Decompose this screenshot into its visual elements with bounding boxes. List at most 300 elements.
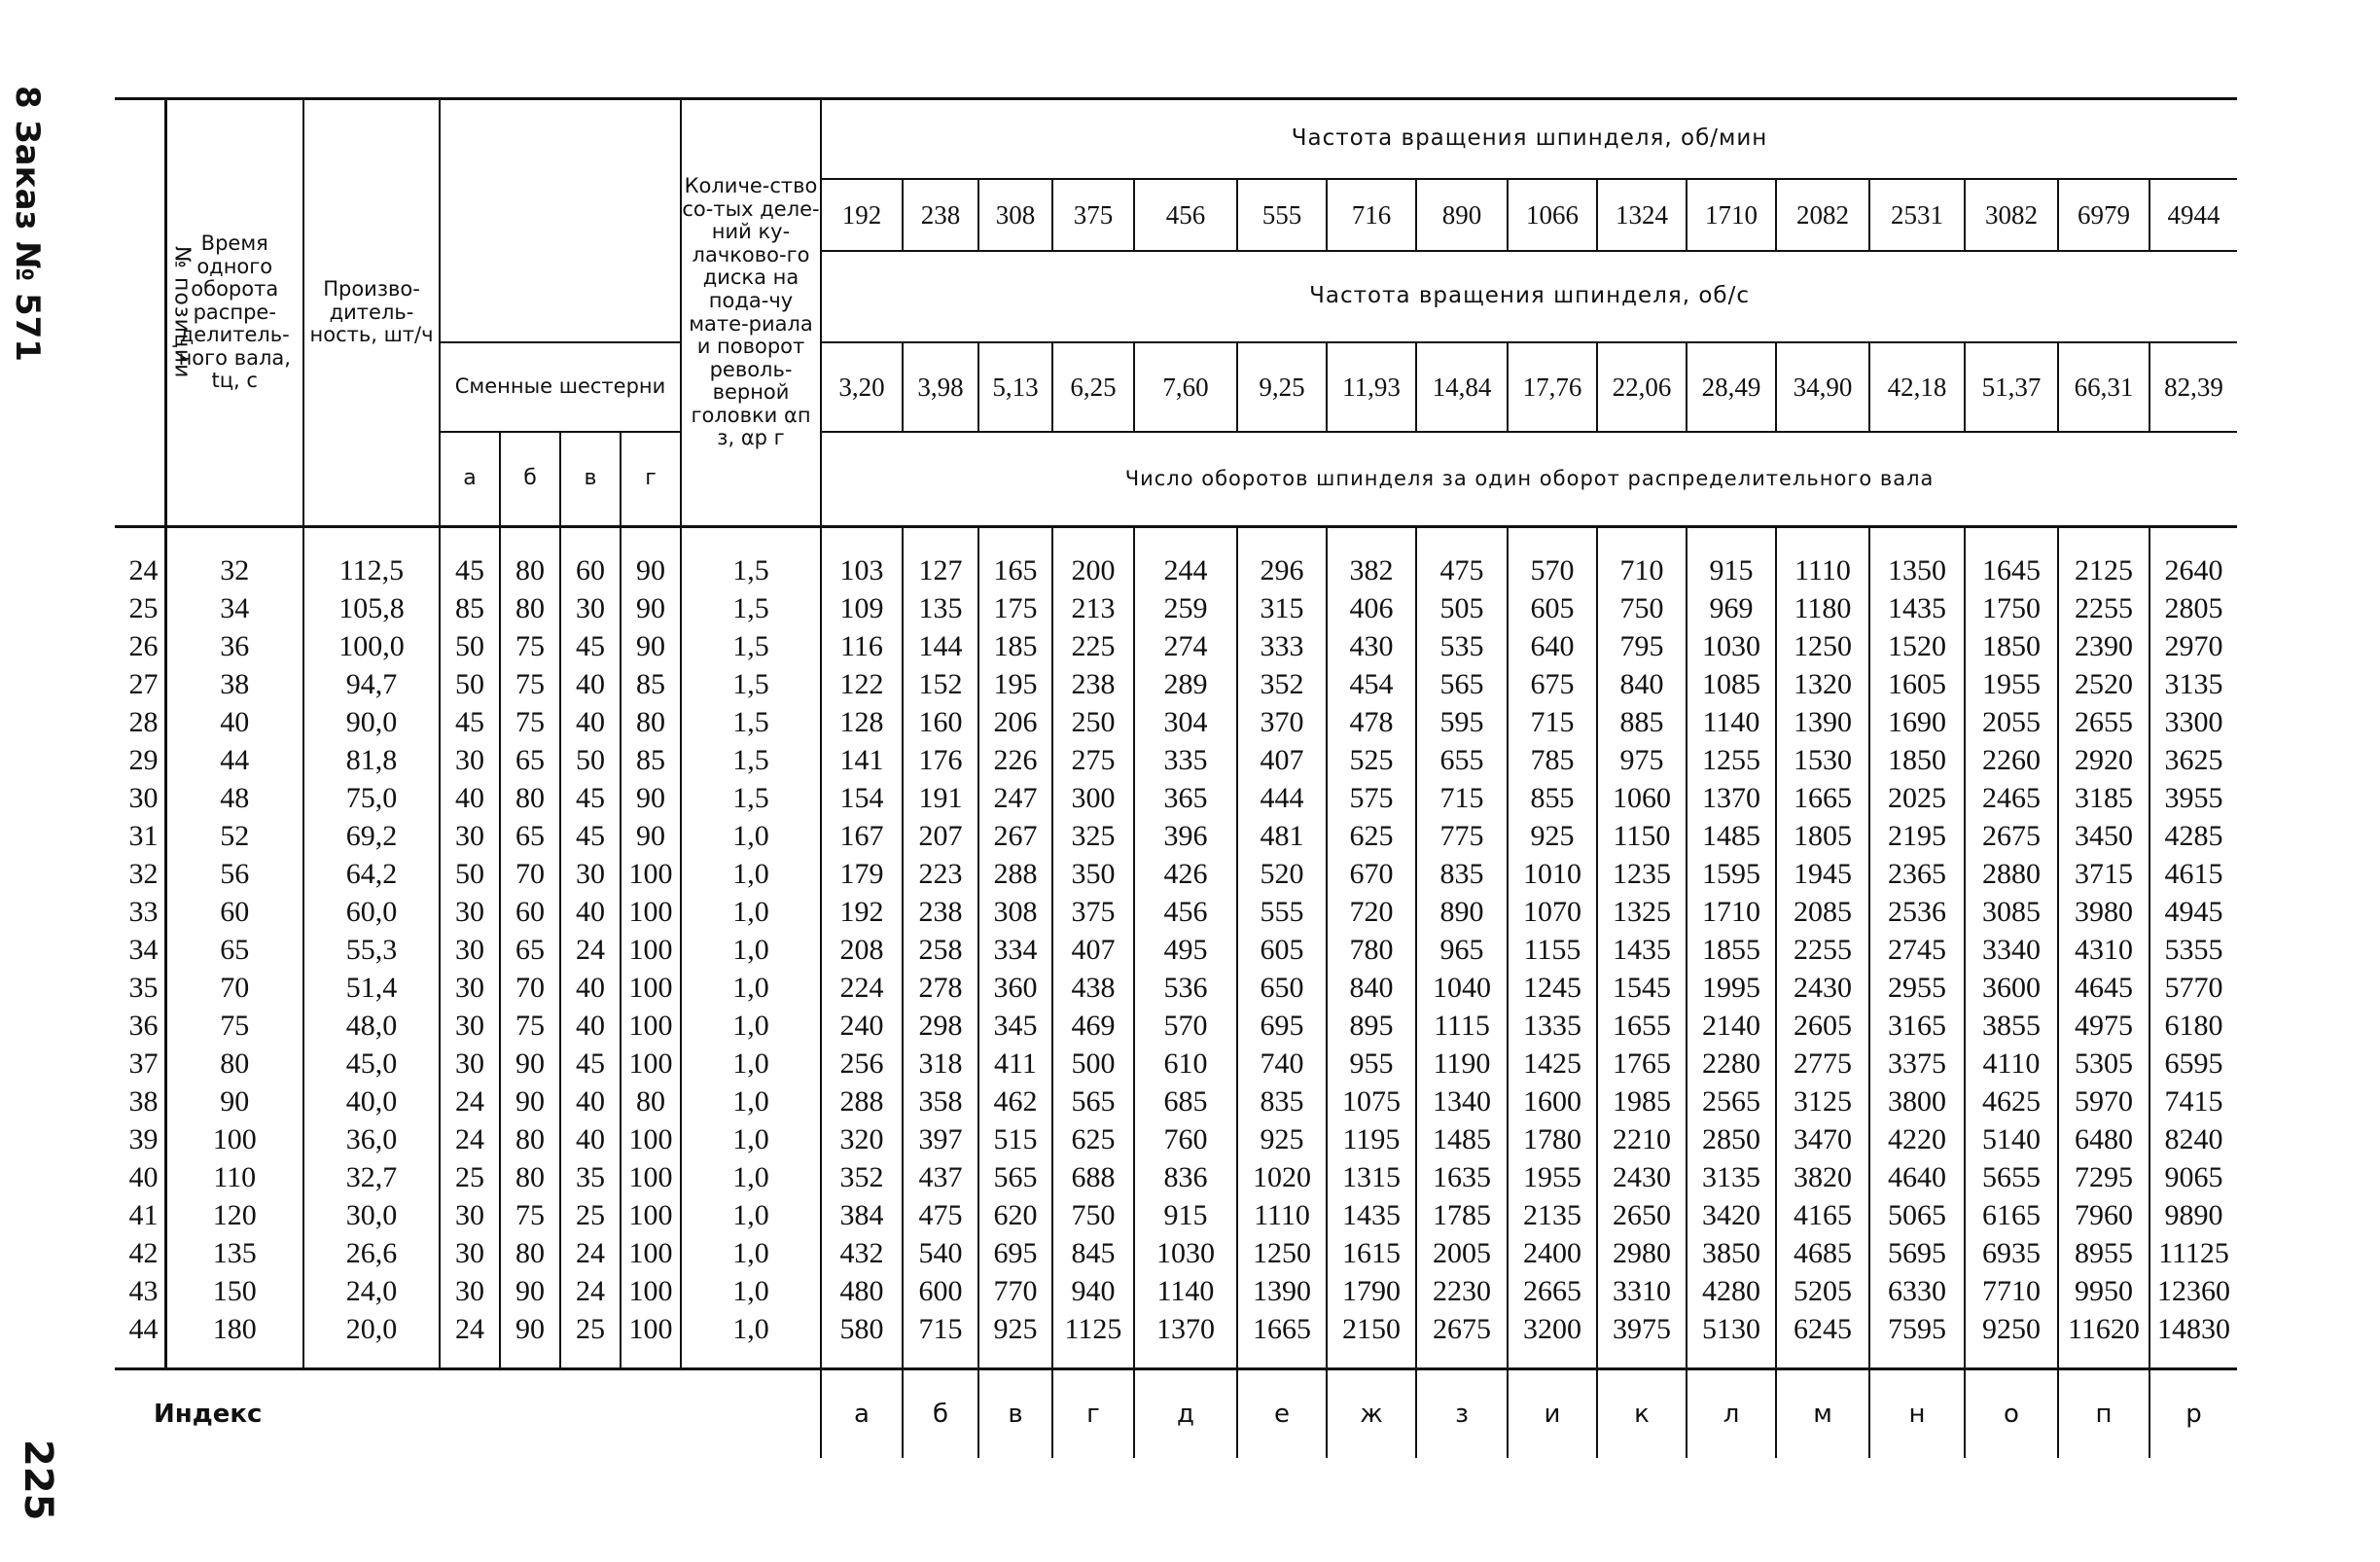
productivity-cell: 30,0 <box>303 1196 440 1234</box>
position-cell: 24 <box>115 527 165 590</box>
revs-cell: 206 <box>978 703 1052 741</box>
freq-rps-cell: 34,90 <box>1776 342 1869 432</box>
gear-cell: 80 <box>500 527 560 590</box>
gear-cell: 100 <box>621 1234 681 1272</box>
revs-cell: 3955 <box>2149 779 2237 817</box>
revs-cell: 1030 <box>1134 1234 1237 1272</box>
revs-cell: 2255 <box>2058 589 2149 627</box>
revs-cell: 1520 <box>1869 627 1965 665</box>
cycle-time-header: Время одного оборота распре-делитель-ного вала, tц, с <box>165 99 303 527</box>
cycle-time-cell: 110 <box>165 1158 303 1196</box>
revs-cell: 1665 <box>1237 1310 1327 1369</box>
freq-rps-cell: 6,25 <box>1052 342 1134 432</box>
revs-cell: 4645 <box>2058 969 2149 1007</box>
productivity-cell: 26,6 <box>303 1234 440 1272</box>
cycle-time-cell: 180 <box>165 1310 303 1369</box>
position-header: № позиции <box>115 99 165 527</box>
revs-cell: 288 <box>978 855 1052 893</box>
revs-cell: 3625 <box>2149 741 2237 779</box>
revs-cell: 1765 <box>1597 1045 1687 1083</box>
freq-rpm-cell: 1324 <box>1597 179 1687 251</box>
gear-cell: 70 <box>500 969 560 1007</box>
revs-cell: 225 <box>1052 627 1134 665</box>
gear-cell: 40 <box>560 1007 621 1045</box>
revs-cell: 2195 <box>1869 817 1965 855</box>
position-cell: 35 <box>115 969 165 1007</box>
gear-cell: 45 <box>560 817 621 855</box>
revs-cell: 9950 <box>2058 1272 2149 1310</box>
revs-cell: 397 <box>903 1120 978 1158</box>
gear-cell: 90 <box>621 627 681 665</box>
productivity-cell: 112,5 <box>303 527 440 590</box>
revs-cell: 1155 <box>1508 931 1597 969</box>
gear-cell: 45 <box>440 527 500 590</box>
freq-rpm-title: Частота вращения шпинделя, об/мин <box>821 99 2237 180</box>
revs-cell: 426 <box>1134 855 1237 893</box>
table-row <box>115 855 2237 893</box>
revs-cell: 1645 <box>1965 527 2058 590</box>
productivity-cell: 51,4 <box>303 969 440 1007</box>
table-row <box>115 1310 2237 1369</box>
revs-cell: 3125 <box>1776 1083 1869 1120</box>
gear-cell: 30 <box>440 1045 500 1083</box>
gear-cell: 65 <box>500 931 560 969</box>
page-number: 225 <box>16 1439 60 1521</box>
revs-cell: 565 <box>978 1158 1052 1196</box>
revs-cell: 715 <box>903 1310 978 1369</box>
revs-cell: 1805 <box>1776 817 1869 855</box>
revs-cell: 625 <box>1052 1120 1134 1158</box>
revs-cell: 478 <box>1327 703 1416 741</box>
position-cell: 34 <box>115 931 165 969</box>
divisions-cell: 1,0 <box>681 817 821 855</box>
revs-cell: 895 <box>1327 1007 1416 1045</box>
revs-cell: 1955 <box>1508 1158 1597 1196</box>
revs-cell: 610 <box>1134 1045 1237 1083</box>
revs-cell: 8955 <box>2058 1234 2149 1272</box>
revs-cell: 6480 <box>2058 1120 2149 1158</box>
revs-cell: 1615 <box>1327 1234 1416 1272</box>
revs-cell: 2745 <box>1869 931 1965 969</box>
gear-cell: 85 <box>621 665 681 703</box>
revs-cell: 3470 <box>1776 1120 1869 1158</box>
revs-cell: 3135 <box>1687 1158 1776 1196</box>
revs-cell: 1435 <box>1327 1196 1416 1234</box>
revs-cell: 1605 <box>1869 665 1965 703</box>
position-cell: 40 <box>115 1158 165 1196</box>
revs-cell: 296 <box>1237 527 1327 590</box>
gear-cell: 100 <box>621 969 681 1007</box>
position-cell: 25 <box>115 589 165 627</box>
revs-cell: 1655 <box>1597 1007 1687 1045</box>
revs-cell: 1335 <box>1508 1007 1597 1045</box>
revs-cell: 575 <box>1327 779 1416 817</box>
revs-cell: 192 <box>821 893 903 931</box>
revs-cell: 226 <box>978 741 1052 779</box>
revs-cell: 1245 <box>1508 969 1597 1007</box>
freq-rps-cell: 66,31 <box>2058 342 2149 432</box>
revs-cell: 2655 <box>2058 703 2149 741</box>
revs-cell: 1945 <box>1776 855 1869 893</box>
productivity-cell: 55,3 <box>303 931 440 969</box>
table-body <box>115 527 2237 1369</box>
table-row <box>115 817 2237 855</box>
revs-cell: 1595 <box>1687 855 1776 893</box>
revs-cell: 247 <box>978 779 1052 817</box>
revs-cell: 1250 <box>1237 1234 1327 1272</box>
revs-cell: 406 <box>1327 589 1416 627</box>
gear-cell: 100 <box>621 1158 681 1196</box>
revs-cell: 3185 <box>2058 779 2149 817</box>
revs-cell: 208 <box>821 931 903 969</box>
revs-cell: 3085 <box>1965 893 2058 931</box>
revs-cell: 6330 <box>1869 1272 1965 1310</box>
revs-cell: 580 <box>821 1310 903 1369</box>
revs-cell: 3420 <box>1687 1196 1776 1234</box>
gear-cell: 50 <box>440 665 500 703</box>
table-row <box>115 931 2237 969</box>
revs-cell: 4615 <box>2149 855 2237 893</box>
gear-cell: 100 <box>621 1007 681 1045</box>
gear-letter-header: а <box>440 432 500 527</box>
revs-cell: 475 <box>1416 527 1508 590</box>
revs-cell: 2210 <box>1597 1120 1687 1158</box>
revs-cell: 1850 <box>1965 627 2058 665</box>
productivity-cell: 24,0 <box>303 1272 440 1310</box>
revs-cell: 1850 <box>1869 741 1965 779</box>
gear-cell: 80 <box>621 703 681 741</box>
revs-cell: 570 <box>1134 1007 1237 1045</box>
cycle-time-cell: 60 <box>165 893 303 931</box>
gear-cell: 24 <box>560 1234 621 1272</box>
revs-cell: 5770 <box>2149 969 2237 1007</box>
gear-cell: 90 <box>500 1083 560 1120</box>
revs-cell: 432 <box>821 1234 903 1272</box>
revs-cell: 200 <box>1052 527 1134 590</box>
freq-rpm-cell: 308 <box>978 179 1052 251</box>
revs-cell: 5065 <box>1869 1196 1965 1234</box>
revs-cell: 1125 <box>1052 1310 1134 1369</box>
revs-cell: 1425 <box>1508 1045 1597 1083</box>
revs-cell: 244 <box>1134 527 1237 590</box>
revs-cell: 495 <box>1134 931 1237 969</box>
revs-cell: 1180 <box>1776 589 1869 627</box>
revs-cell: 1600 <box>1508 1083 1597 1120</box>
revs-cell: 475 <box>903 1196 978 1234</box>
revs-cell: 685 <box>1134 1083 1237 1120</box>
revs-cell: 1115 <box>1416 1007 1508 1045</box>
revs-cell: 795 <box>1597 627 1687 665</box>
divisions-cell: 1,0 <box>681 1083 821 1120</box>
productivity-header: Произво-дитель-ность, шт/ч <box>303 99 440 527</box>
revs-cell: 9250 <box>1965 1310 2058 1369</box>
revs-cell: 1485 <box>1687 817 1776 855</box>
revs-cell: 3165 <box>1869 1007 1965 1045</box>
revs-cell: 1545 <box>1597 969 1687 1007</box>
freq-rpm-cell: 2531 <box>1869 179 1965 251</box>
revs-cell: 1995 <box>1687 969 1776 1007</box>
freq-rps-cell: 51,37 <box>1965 342 2058 432</box>
position-cell: 41 <box>115 1196 165 1234</box>
revs-cell: 1085 <box>1687 665 1776 703</box>
revs-cell: 469 <box>1052 1007 1134 1045</box>
cycle-time-cell: 48 <box>165 779 303 817</box>
revs-cell: 2135 <box>1508 1196 1597 1234</box>
revs-cell: 360 <box>978 969 1052 1007</box>
revs-cell: 836 <box>1134 1158 1237 1196</box>
revs-cell: 525 <box>1327 741 1416 779</box>
revs-cell: 480 <box>821 1272 903 1310</box>
revs-cell: 195 <box>978 665 1052 703</box>
revs-cell: 3980 <box>2058 893 2149 931</box>
revs-cell: 352 <box>821 1158 903 1196</box>
index-letter: в <box>978 1369 1052 1459</box>
revs-cell: 695 <box>978 1234 1052 1272</box>
revs-cell: 5655 <box>1965 1158 2058 1196</box>
productivity-cell: 69,2 <box>303 817 440 855</box>
margin-note: 8 Заказ № 571 <box>8 86 47 362</box>
revs-cell: 1350 <box>1869 527 1965 590</box>
revs-cell: 536 <box>1134 969 1237 1007</box>
revs-cell: 640 <box>1508 627 1597 665</box>
revs-cell: 6165 <box>1965 1196 2058 1234</box>
revs-cell: 1665 <box>1776 779 1869 817</box>
gear-cell: 30 <box>440 741 500 779</box>
index-label: Индекс <box>115 1369 821 1459</box>
gear-cell: 75 <box>500 665 560 703</box>
cycle-time-cell: 70 <box>165 969 303 1007</box>
gear-cell: 24 <box>560 931 621 969</box>
gear-cell: 24 <box>560 1272 621 1310</box>
productivity-cell: 90,0 <box>303 703 440 741</box>
revs-cell: 275 <box>1052 741 1134 779</box>
revs-cell: 462 <box>978 1083 1052 1120</box>
revs-cell: 256 <box>821 1045 903 1083</box>
revs-cell: 2140 <box>1687 1007 1776 1045</box>
index-letter: р <box>2149 1369 2237 1459</box>
revs-cell: 4640 <box>1869 1158 1965 1196</box>
revs-cell: 2465 <box>1965 779 2058 817</box>
revs-cell: 7960 <box>2058 1196 2149 1234</box>
revs-cell: 885 <box>1597 703 1687 741</box>
revs-cell: 710 <box>1597 527 1687 590</box>
gear-cell: 100 <box>621 1196 681 1234</box>
revs-cell: 438 <box>1052 969 1134 1007</box>
table-row <box>115 741 2237 779</box>
revs-cell: 605 <box>1508 589 1597 627</box>
cycle-time-cell: 150 <box>165 1272 303 1310</box>
index-letter: е <box>1237 1369 1327 1459</box>
revs-cell: 535 <box>1416 627 1508 665</box>
gear-cell: 24 <box>440 1310 500 1369</box>
revs-cell: 9065 <box>2149 1158 2237 1196</box>
position-cell: 32 <box>115 855 165 893</box>
revs-cell: 6180 <box>2149 1007 2237 1045</box>
revs-cell: 12360 <box>2149 1272 2237 1310</box>
gear-cell: 30 <box>440 931 500 969</box>
gear-cell: 60 <box>500 893 560 931</box>
revs-cell: 4280 <box>1687 1272 1776 1310</box>
revs-cell: 915 <box>1687 527 1776 590</box>
index-letter: б <box>903 1369 978 1459</box>
freq-rps-cell: 7,60 <box>1134 342 1237 432</box>
position-cell: 27 <box>115 665 165 703</box>
productivity-cell: 81,8 <box>303 741 440 779</box>
revs-cell: 3300 <box>2149 703 2237 741</box>
revs-cell: 505 <box>1416 589 1508 627</box>
revs-cell: 4625 <box>1965 1083 2058 1120</box>
revs-cell: 835 <box>1237 1083 1327 1120</box>
freq-rpm-cell: 238 <box>903 179 978 251</box>
gear-cell: 45 <box>560 627 621 665</box>
productivity-cell: 60,0 <box>303 893 440 931</box>
gear-cell: 30 <box>560 589 621 627</box>
revs-cell: 411 <box>978 1045 1052 1083</box>
gear-cell: 80 <box>500 779 560 817</box>
revs-cell: 352 <box>1237 665 1327 703</box>
revs-cell: 128 <box>821 703 903 741</box>
revs-cell: 144 <box>903 627 978 665</box>
revs-cell: 2255 <box>1776 931 1869 969</box>
revs-cell: 2565 <box>1687 1083 1776 1120</box>
gear-cell: 90 <box>500 1272 560 1310</box>
revs-cell: 6935 <box>1965 1234 2058 1272</box>
revs-cell: 1370 <box>1134 1310 1237 1369</box>
revs-cell: 1435 <box>1869 589 1965 627</box>
revs-cell: 1075 <box>1327 1083 1416 1120</box>
gear-cell: 90 <box>621 817 681 855</box>
cycle-time-cell: 100 <box>165 1120 303 1158</box>
divisions-cell: 1,0 <box>681 1234 821 1272</box>
revs-cell: 278 <box>903 969 978 1007</box>
revs-cell: 135 <box>903 589 978 627</box>
position-cell: 31 <box>115 817 165 855</box>
revs-cell: 167 <box>821 817 903 855</box>
table-row <box>115 527 2237 590</box>
revs-cell: 375 <box>1052 893 1134 931</box>
revs-cell: 890 <box>1416 893 1508 931</box>
revs-cell: 620 <box>978 1196 1052 1234</box>
revs-cell: 1485 <box>1416 1120 1508 1158</box>
revs-cell: 4285 <box>2149 817 2237 855</box>
revs-cell: 213 <box>1052 589 1134 627</box>
revs-cell: 2605 <box>1776 1007 1869 1045</box>
gear-letter-header: г <box>621 432 681 527</box>
gear-cell: 45 <box>560 1045 621 1083</box>
productivity-cell: 100,0 <box>303 627 440 665</box>
revs-cell: 9890 <box>2149 1196 2237 1234</box>
position-cell: 26 <box>115 627 165 665</box>
gear-cell: 45 <box>560 779 621 817</box>
gear-cell: 50 <box>440 627 500 665</box>
cycle-time-cell: 120 <box>165 1196 303 1234</box>
revs-cell: 2520 <box>2058 665 2149 703</box>
revs-cell: 345 <box>978 1007 1052 1045</box>
revs-cell: 1790 <box>1327 1272 1416 1310</box>
gear-cell: 100 <box>621 1272 681 1310</box>
gear-cell: 30 <box>440 1196 500 1234</box>
freq-rps-cell: 82,39 <box>2149 342 2237 432</box>
revs-cell: 1710 <box>1687 893 1776 931</box>
cycle-time-cell: 56 <box>165 855 303 893</box>
gear-cell: 80 <box>500 1234 560 1272</box>
position-cell: 43 <box>115 1272 165 1310</box>
divisions-cell: 1,5 <box>681 527 821 590</box>
revs-cell: 1750 <box>1965 589 2058 627</box>
revs-cell: 320 <box>821 1120 903 1158</box>
revs-cell: 4110 <box>1965 1045 2058 1083</box>
revs-cell: 1030 <box>1687 627 1776 665</box>
revs-cell: 223 <box>903 855 978 893</box>
revs-cell: 1370 <box>1687 779 1776 817</box>
position-cell: 42 <box>115 1234 165 1272</box>
revs-cell: 437 <box>903 1158 978 1196</box>
position-cell: 44 <box>115 1310 165 1369</box>
gear-cell: 90 <box>621 589 681 627</box>
revs-cell: 515 <box>978 1120 1052 1158</box>
index-letter: н <box>1869 1369 1965 1459</box>
divisions-cell: 1,0 <box>681 1196 821 1234</box>
revs-cell: 456 <box>1134 893 1237 931</box>
index-letter: к <box>1597 1369 1687 1459</box>
revs-cell: 6595 <box>2149 1045 2237 1083</box>
revs-cell: 382 <box>1327 527 1416 590</box>
table-row <box>115 665 2237 703</box>
gear-cell: 30 <box>560 855 621 893</box>
revs-cell: 695 <box>1237 1007 1327 1045</box>
freq-rpm-cell: 890 <box>1416 179 1508 251</box>
revs-cell: 750 <box>1052 1196 1134 1234</box>
revs-cell: 595 <box>1416 703 1508 741</box>
index-letter: л <box>1687 1369 1776 1459</box>
gear-cell: 50 <box>560 741 621 779</box>
revs-cell: 1780 <box>1508 1120 1597 1158</box>
gear-cell: 90 <box>500 1310 560 1369</box>
revs-cell: 308 <box>978 893 1052 931</box>
position-cell: 39 <box>115 1120 165 1158</box>
revs-cell: 1020 <box>1237 1158 1327 1196</box>
position-cell: 30 <box>115 779 165 817</box>
gears-header: Сменные шестерни <box>440 342 681 432</box>
index-letter: д <box>1134 1369 1237 1459</box>
gear-cell: 80 <box>500 1158 560 1196</box>
productivity-cell: 36,0 <box>303 1120 440 1158</box>
gear-cell: 100 <box>621 855 681 893</box>
revs-cell: 2280 <box>1687 1045 1776 1083</box>
gear-cell: 100 <box>621 893 681 931</box>
gear-cell: 24 <box>440 1083 500 1120</box>
revs-cell: 1195 <box>1327 1120 1416 1158</box>
revs-cell: 7710 <box>1965 1272 2058 1310</box>
revs-cell: 925 <box>1237 1120 1327 1158</box>
gear-cell: 30 <box>440 817 500 855</box>
revs-cell: 845 <box>1052 1234 1134 1272</box>
gear-cell: 50 <box>440 855 500 893</box>
revs-cell: 2536 <box>1869 893 1965 931</box>
revs-cell: 720 <box>1327 893 1416 931</box>
revs-cell: 5695 <box>1869 1234 1965 1272</box>
gear-cell: 90 <box>621 527 681 590</box>
revs-cell: 238 <box>1052 665 1134 703</box>
revs-cell: 3135 <box>2149 665 2237 703</box>
gear-cell: 85 <box>440 589 500 627</box>
revs-cell: 740 <box>1237 1045 1327 1083</box>
gears-header-blank <box>440 99 681 343</box>
divisions-cell: 1,5 <box>681 741 821 779</box>
revs-cell: 1150 <box>1597 817 1687 855</box>
revs-cell: 500 <box>1052 1045 1134 1083</box>
revs-cell: 103 <box>821 527 903 590</box>
